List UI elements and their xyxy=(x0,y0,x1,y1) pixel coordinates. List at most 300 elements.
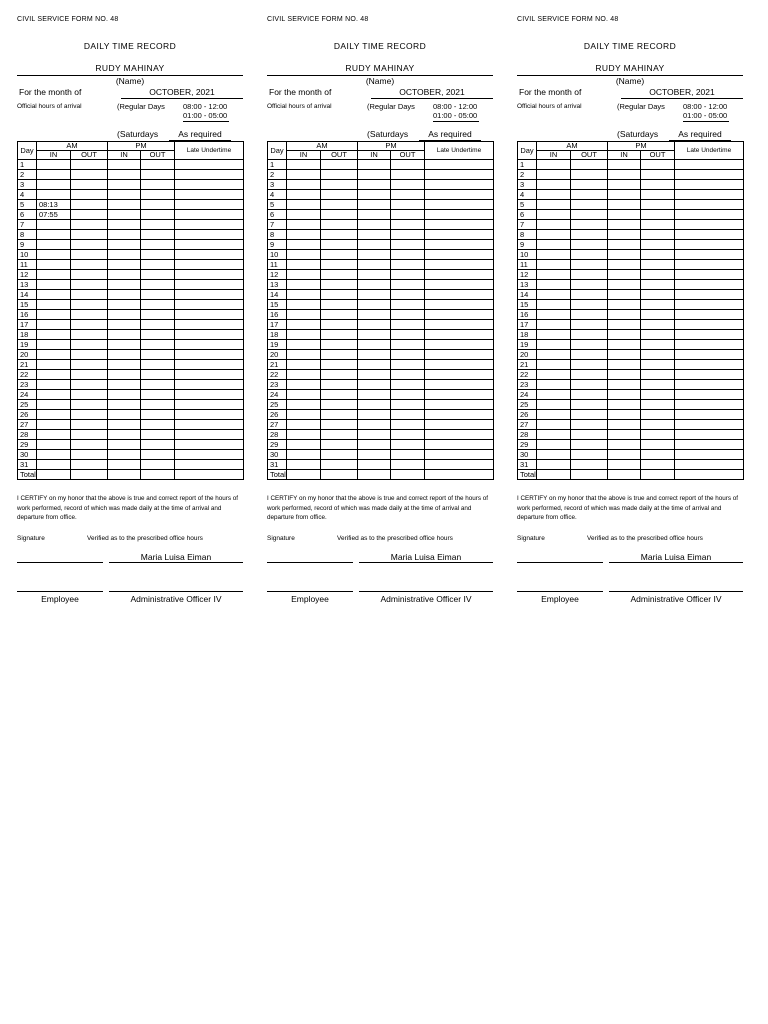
am-out-cell[interactable] xyxy=(571,470,608,480)
am-out-cell[interactable] xyxy=(71,430,108,440)
am-out-cell[interactable] xyxy=(71,370,108,380)
pm-in-cell[interactable] xyxy=(358,470,391,480)
pm-out-cell[interactable] xyxy=(641,240,675,250)
am-out-cell[interactable] xyxy=(321,400,358,410)
pm-out-cell[interactable] xyxy=(141,160,175,170)
pm-out-cell[interactable] xyxy=(641,260,675,270)
pm-out-cell[interactable] xyxy=(141,430,175,440)
am-out-cell[interactable] xyxy=(571,300,608,310)
am-out-cell[interactable] xyxy=(71,340,108,350)
late-undertime-cell[interactable] xyxy=(425,370,494,380)
am-in-cell[interactable] xyxy=(287,460,321,470)
pm-in-cell[interactable] xyxy=(358,330,391,340)
pm-in-cell[interactable] xyxy=(608,240,641,250)
am-out-cell[interactable] xyxy=(321,450,358,460)
pm-in-cell[interactable] xyxy=(108,330,141,340)
late-undertime-cell[interactable] xyxy=(675,410,744,420)
am-out-cell[interactable] xyxy=(571,450,608,460)
am-out-cell[interactable] xyxy=(571,430,608,440)
pm-in-cell[interactable] xyxy=(608,450,641,460)
late-undertime-cell[interactable] xyxy=(175,290,244,300)
am-out-cell[interactable] xyxy=(71,300,108,310)
pm-out-cell[interactable] xyxy=(391,360,425,370)
pm-in-cell[interactable] xyxy=(358,240,391,250)
am-out-cell[interactable] xyxy=(571,340,608,350)
pm-out-cell[interactable] xyxy=(641,310,675,320)
late-undertime-cell[interactable] xyxy=(675,390,744,400)
am-in-cell[interactable] xyxy=(287,310,321,320)
late-undertime-cell[interactable] xyxy=(675,160,744,170)
pm-out-cell[interactable] xyxy=(641,200,675,210)
late-undertime-cell[interactable] xyxy=(175,390,244,400)
pm-in-cell[interactable] xyxy=(108,290,141,300)
late-undertime-cell[interactable] xyxy=(675,280,744,290)
am-out-cell[interactable] xyxy=(571,440,608,450)
pm-in-cell[interactable] xyxy=(358,450,391,460)
pm-in-cell[interactable] xyxy=(108,410,141,420)
am-in-cell[interactable] xyxy=(37,400,71,410)
am-in-cell[interactable] xyxy=(37,240,71,250)
am-in-cell[interactable] xyxy=(537,320,571,330)
am-out-cell[interactable] xyxy=(71,420,108,430)
late-undertime-cell[interactable] xyxy=(175,400,244,410)
pm-in-cell[interactable] xyxy=(358,460,391,470)
pm-out-cell[interactable] xyxy=(141,180,175,190)
late-undertime-cell[interactable] xyxy=(425,230,494,240)
pm-in-cell[interactable] xyxy=(108,270,141,280)
am-in-cell[interactable] xyxy=(287,170,321,180)
am-out-cell[interactable] xyxy=(321,250,358,260)
late-undertime-cell[interactable] xyxy=(675,460,744,470)
pm-in-cell[interactable] xyxy=(358,390,391,400)
am-in-cell[interactable] xyxy=(537,400,571,410)
am-out-cell[interactable] xyxy=(71,200,108,210)
pm-in-cell[interactable] xyxy=(608,400,641,410)
am-in-cell[interactable] xyxy=(537,170,571,180)
late-undertime-cell[interactable] xyxy=(675,310,744,320)
pm-in-cell[interactable] xyxy=(108,470,141,480)
pm-out-cell[interactable] xyxy=(391,200,425,210)
am-in-cell[interactable] xyxy=(37,370,71,380)
pm-in-cell[interactable] xyxy=(358,270,391,280)
am-out-cell[interactable] xyxy=(71,260,108,270)
pm-out-cell[interactable] xyxy=(391,330,425,340)
pm-in-cell[interactable] xyxy=(608,280,641,290)
am-in-cell[interactable] xyxy=(37,470,71,480)
am-in-cell[interactable] xyxy=(37,190,71,200)
pm-in-cell[interactable] xyxy=(108,320,141,330)
am-out-cell[interactable] xyxy=(321,350,358,360)
pm-in-cell[interactable] xyxy=(358,380,391,390)
pm-out-cell[interactable] xyxy=(391,170,425,180)
pm-out-cell[interactable] xyxy=(141,380,175,390)
am-out-cell[interactable] xyxy=(71,240,108,250)
am-in-cell[interactable] xyxy=(537,220,571,230)
am-out-cell[interactable] xyxy=(571,290,608,300)
am-in-cell[interactable] xyxy=(537,470,571,480)
late-undertime-cell[interactable] xyxy=(425,300,494,310)
am-in-cell[interactable] xyxy=(287,190,321,200)
pm-in-cell[interactable] xyxy=(608,210,641,220)
late-undertime-cell[interactable] xyxy=(425,220,494,230)
am-in-cell[interactable] xyxy=(37,360,71,370)
late-undertime-cell[interactable] xyxy=(675,360,744,370)
am-out-cell[interactable] xyxy=(71,250,108,260)
am-in-cell[interactable] xyxy=(287,420,321,430)
am-out-cell[interactable] xyxy=(571,270,608,280)
am-in-cell[interactable] xyxy=(287,430,321,440)
am-in-cell[interactable] xyxy=(287,470,321,480)
late-undertime-cell[interactable] xyxy=(175,330,244,340)
pm-in-cell[interactable] xyxy=(108,260,141,270)
pm-in-cell[interactable] xyxy=(608,410,641,420)
am-out-cell[interactable] xyxy=(321,360,358,370)
pm-in-cell[interactable] xyxy=(608,340,641,350)
am-in-cell[interactable] xyxy=(537,290,571,300)
pm-in-cell[interactable] xyxy=(108,210,141,220)
pm-out-cell[interactable] xyxy=(391,210,425,220)
pm-in-cell[interactable] xyxy=(358,260,391,270)
late-undertime-cell[interactable] xyxy=(675,450,744,460)
late-undertime-cell[interactable] xyxy=(675,340,744,350)
late-undertime-cell[interactable] xyxy=(675,230,744,240)
late-undertime-cell[interactable] xyxy=(175,270,244,280)
pm-in-cell[interactable] xyxy=(608,360,641,370)
pm-in-cell[interactable] xyxy=(608,290,641,300)
am-in-cell[interactable] xyxy=(37,250,71,260)
late-undertime-cell[interactable] xyxy=(425,260,494,270)
pm-out-cell[interactable] xyxy=(641,420,675,430)
am-in-cell[interactable] xyxy=(287,250,321,260)
late-undertime-cell[interactable] xyxy=(675,300,744,310)
late-undertime-cell[interactable] xyxy=(175,430,244,440)
am-in-cell[interactable] xyxy=(37,450,71,460)
am-out-cell[interactable] xyxy=(321,270,358,280)
am-in-cell[interactable] xyxy=(287,350,321,360)
pm-out-cell[interactable] xyxy=(641,440,675,450)
pm-out-cell[interactable] xyxy=(141,460,175,470)
am-out-cell[interactable] xyxy=(321,210,358,220)
pm-in-cell[interactable] xyxy=(358,180,391,190)
pm-in-cell[interactable] xyxy=(108,200,141,210)
pm-out-cell[interactable] xyxy=(141,470,175,480)
pm-in-cell[interactable] xyxy=(608,220,641,230)
am-out-cell[interactable] xyxy=(71,170,108,180)
pm-out-cell[interactable] xyxy=(141,360,175,370)
pm-out-cell[interactable] xyxy=(391,230,425,240)
am-out-cell[interactable] xyxy=(571,210,608,220)
pm-out-cell[interactable] xyxy=(391,390,425,400)
pm-out-cell[interactable] xyxy=(641,170,675,180)
late-undertime-cell[interactable] xyxy=(675,270,744,280)
pm-in-cell[interactable] xyxy=(608,190,641,200)
pm-out-cell[interactable] xyxy=(391,440,425,450)
late-undertime-cell[interactable] xyxy=(175,180,244,190)
am-out-cell[interactable] xyxy=(321,230,358,240)
am-out-cell[interactable] xyxy=(571,400,608,410)
pm-out-cell[interactable] xyxy=(141,330,175,340)
late-undertime-cell[interactable] xyxy=(675,170,744,180)
pm-out-cell[interactable] xyxy=(391,160,425,170)
am-in-cell[interactable] xyxy=(537,410,571,420)
am-out-cell[interactable] xyxy=(321,320,358,330)
am-in-cell[interactable] xyxy=(537,370,571,380)
am-in-cell[interactable] xyxy=(37,260,71,270)
late-undertime-cell[interactable] xyxy=(425,460,494,470)
pm-out-cell[interactable] xyxy=(141,420,175,430)
am-out-cell[interactable] xyxy=(571,330,608,340)
pm-out-cell[interactable] xyxy=(141,450,175,460)
am-out-cell[interactable] xyxy=(71,180,108,190)
am-out-cell[interactable] xyxy=(321,180,358,190)
am-in-cell[interactable] xyxy=(537,180,571,190)
am-in-cell[interactable] xyxy=(37,380,71,390)
am-out-cell[interactable] xyxy=(571,360,608,370)
pm-in-cell[interactable] xyxy=(358,370,391,380)
pm-in-cell[interactable] xyxy=(608,170,641,180)
pm-in-cell[interactable] xyxy=(608,300,641,310)
pm-out-cell[interactable] xyxy=(391,220,425,230)
am-in-cell[interactable] xyxy=(37,330,71,340)
pm-out-cell[interactable] xyxy=(641,220,675,230)
pm-in-cell[interactable] xyxy=(358,200,391,210)
am-out-cell[interactable] xyxy=(321,280,358,290)
am-in-cell[interactable] xyxy=(287,450,321,460)
am-in-cell[interactable] xyxy=(287,300,321,310)
am-in-cell[interactable] xyxy=(287,230,321,240)
am-in-cell[interactable] xyxy=(287,330,321,340)
late-undertime-cell[interactable] xyxy=(175,160,244,170)
late-undertime-cell[interactable] xyxy=(175,200,244,210)
pm-in-cell[interactable] xyxy=(358,290,391,300)
pm-in-cell[interactable] xyxy=(358,250,391,260)
am-out-cell[interactable] xyxy=(571,240,608,250)
late-undertime-cell[interactable] xyxy=(425,210,494,220)
pm-in-cell[interactable] xyxy=(358,210,391,220)
late-undertime-cell[interactable] xyxy=(175,380,244,390)
am-out-cell[interactable] xyxy=(321,420,358,430)
late-undertime-cell[interactable] xyxy=(675,330,744,340)
am-in-cell[interactable] xyxy=(537,310,571,320)
late-undertime-cell[interactable] xyxy=(425,160,494,170)
pm-out-cell[interactable] xyxy=(391,450,425,460)
pm-in-cell[interactable] xyxy=(108,250,141,260)
late-undertime-cell[interactable] xyxy=(175,240,244,250)
pm-out-cell[interactable] xyxy=(141,270,175,280)
am-out-cell[interactable] xyxy=(571,350,608,360)
am-in-cell[interactable] xyxy=(537,460,571,470)
am-in-cell[interactable] xyxy=(37,460,71,470)
am-out-cell[interactable] xyxy=(71,460,108,470)
am-in-cell[interactable] xyxy=(537,330,571,340)
late-undertime-cell[interactable] xyxy=(675,220,744,230)
am-in-cell[interactable] xyxy=(287,270,321,280)
late-undertime-cell[interactable] xyxy=(425,440,494,450)
am-in-cell[interactable] xyxy=(37,170,71,180)
pm-in-cell[interactable] xyxy=(108,340,141,350)
pm-out-cell[interactable] xyxy=(391,280,425,290)
am-out-cell[interactable] xyxy=(571,420,608,430)
am-out-cell[interactable] xyxy=(71,440,108,450)
late-undertime-cell[interactable] xyxy=(425,310,494,320)
am-in-cell[interactable] xyxy=(537,280,571,290)
pm-in-cell[interactable] xyxy=(108,440,141,450)
late-undertime-cell[interactable] xyxy=(175,350,244,360)
late-undertime-cell[interactable] xyxy=(425,410,494,420)
pm-in-cell[interactable] xyxy=(608,420,641,430)
pm-out-cell[interactable] xyxy=(391,350,425,360)
am-out-cell[interactable] xyxy=(71,230,108,240)
pm-out-cell[interactable] xyxy=(391,290,425,300)
am-in-cell[interactable] xyxy=(537,420,571,430)
am-in-cell[interactable] xyxy=(37,420,71,430)
late-undertime-cell[interactable] xyxy=(175,450,244,460)
am-out-cell[interactable] xyxy=(71,350,108,360)
am-in-cell[interactable] xyxy=(287,280,321,290)
pm-out-cell[interactable] xyxy=(141,350,175,360)
late-undertime-cell[interactable] xyxy=(675,180,744,190)
am-in-cell[interactable] xyxy=(37,430,71,440)
am-in-cell[interactable] xyxy=(287,210,321,220)
pm-out-cell[interactable] xyxy=(641,190,675,200)
pm-out-cell[interactable] xyxy=(641,290,675,300)
pm-out-cell[interactable] xyxy=(391,300,425,310)
am-out-cell[interactable] xyxy=(571,260,608,270)
am-in-cell[interactable] xyxy=(537,240,571,250)
pm-in-cell[interactable] xyxy=(358,420,391,430)
am-in-cell[interactable] xyxy=(537,260,571,270)
employee-signature-line[interactable] xyxy=(267,562,353,563)
am-in-cell[interactable] xyxy=(287,160,321,170)
am-out-cell[interactable] xyxy=(71,360,108,370)
pm-in-cell[interactable] xyxy=(108,420,141,430)
pm-out-cell[interactable] xyxy=(391,180,425,190)
late-undertime-cell[interactable] xyxy=(425,430,494,440)
am-in-cell[interactable] xyxy=(537,430,571,440)
am-in-cell[interactable] xyxy=(37,160,71,170)
am-in-cell[interactable] xyxy=(287,260,321,270)
pm-out-cell[interactable] xyxy=(141,410,175,420)
late-undertime-cell[interactable] xyxy=(425,280,494,290)
am-out-cell[interactable] xyxy=(571,320,608,330)
am-in-cell[interactable] xyxy=(287,320,321,330)
pm-in-cell[interactable] xyxy=(358,340,391,350)
late-undertime-cell[interactable] xyxy=(175,210,244,220)
am-out-cell[interactable] xyxy=(571,460,608,470)
am-out-cell[interactable] xyxy=(321,260,358,270)
am-in-cell[interactable] xyxy=(537,200,571,210)
pm-in-cell[interactable] xyxy=(358,300,391,310)
pm-in-cell[interactable] xyxy=(358,220,391,230)
late-undertime-cell[interactable] xyxy=(425,380,494,390)
pm-out-cell[interactable] xyxy=(391,430,425,440)
pm-out-cell[interactable] xyxy=(641,280,675,290)
pm-in-cell[interactable] xyxy=(608,320,641,330)
pm-out-cell[interactable] xyxy=(391,270,425,280)
am-out-cell[interactable] xyxy=(321,390,358,400)
am-out-cell[interactable] xyxy=(321,340,358,350)
pm-out-cell[interactable] xyxy=(391,370,425,380)
pm-out-cell[interactable] xyxy=(141,300,175,310)
late-undertime-cell[interactable] xyxy=(425,270,494,280)
late-undertime-cell[interactable] xyxy=(175,190,244,200)
pm-in-cell[interactable] xyxy=(108,350,141,360)
pm-out-cell[interactable] xyxy=(391,190,425,200)
late-undertime-cell[interactable] xyxy=(675,380,744,390)
pm-in-cell[interactable] xyxy=(108,400,141,410)
am-in-cell[interactable] xyxy=(287,200,321,210)
pm-out-cell[interactable] xyxy=(391,250,425,260)
pm-in-cell[interactable] xyxy=(608,270,641,280)
late-undertime-cell[interactable] xyxy=(175,230,244,240)
late-undertime-cell[interactable] xyxy=(175,410,244,420)
pm-out-cell[interactable] xyxy=(391,380,425,390)
am-out-cell[interactable] xyxy=(321,440,358,450)
pm-in-cell[interactable] xyxy=(108,370,141,380)
am-out-cell[interactable] xyxy=(321,220,358,230)
pm-out-cell[interactable] xyxy=(141,390,175,400)
pm-out-cell[interactable] xyxy=(141,310,175,320)
am-in-cell[interactable] xyxy=(37,270,71,280)
late-undertime-cell[interactable] xyxy=(425,400,494,410)
late-undertime-cell[interactable] xyxy=(175,320,244,330)
pm-out-cell[interactable] xyxy=(141,200,175,210)
pm-out-cell[interactable] xyxy=(391,340,425,350)
am-in-cell[interactable] xyxy=(537,340,571,350)
late-undertime-cell[interactable] xyxy=(175,460,244,470)
pm-out-cell[interactable] xyxy=(641,460,675,470)
late-undertime-cell[interactable] xyxy=(675,240,744,250)
pm-out-cell[interactable] xyxy=(641,370,675,380)
am-in-cell[interactable] xyxy=(537,210,571,220)
pm-out-cell[interactable] xyxy=(391,410,425,420)
am-out-cell[interactable] xyxy=(571,380,608,390)
am-in-cell[interactable] xyxy=(37,300,71,310)
late-undertime-cell[interactable] xyxy=(675,440,744,450)
pm-in-cell[interactable] xyxy=(608,470,641,480)
pm-in-cell[interactable] xyxy=(608,230,641,240)
late-undertime-cell[interactable] xyxy=(425,350,494,360)
am-out-cell[interactable] xyxy=(321,370,358,380)
am-out-cell[interactable] xyxy=(71,270,108,280)
late-undertime-cell[interactable] xyxy=(175,440,244,450)
am-in-cell[interactable] xyxy=(37,220,71,230)
am-out-cell[interactable] xyxy=(321,200,358,210)
late-undertime-cell[interactable] xyxy=(675,370,744,380)
pm-in-cell[interactable] xyxy=(108,430,141,440)
am-in-cell[interactable] xyxy=(537,190,571,200)
late-undertime-cell[interactable] xyxy=(425,190,494,200)
am-in-cell[interactable]: 07:55 xyxy=(37,210,71,220)
pm-out-cell[interactable] xyxy=(391,320,425,330)
late-undertime-cell[interactable] xyxy=(675,470,744,480)
am-out-cell[interactable] xyxy=(71,210,108,220)
pm-in-cell[interactable] xyxy=(608,160,641,170)
am-out-cell[interactable] xyxy=(321,330,358,340)
am-out-cell[interactable] xyxy=(71,220,108,230)
pm-in-cell[interactable] xyxy=(608,250,641,260)
late-undertime-cell[interactable] xyxy=(425,450,494,460)
am-out-cell[interactable] xyxy=(71,450,108,460)
am-out-cell[interactable] xyxy=(321,240,358,250)
late-undertime-cell[interactable] xyxy=(175,420,244,430)
pm-in-cell[interactable] xyxy=(358,430,391,440)
am-in-cell[interactable] xyxy=(287,340,321,350)
am-out-cell[interactable] xyxy=(571,370,608,380)
pm-out-cell[interactable] xyxy=(141,170,175,180)
pm-out-cell[interactable] xyxy=(641,230,675,240)
am-in-cell[interactable] xyxy=(537,250,571,260)
